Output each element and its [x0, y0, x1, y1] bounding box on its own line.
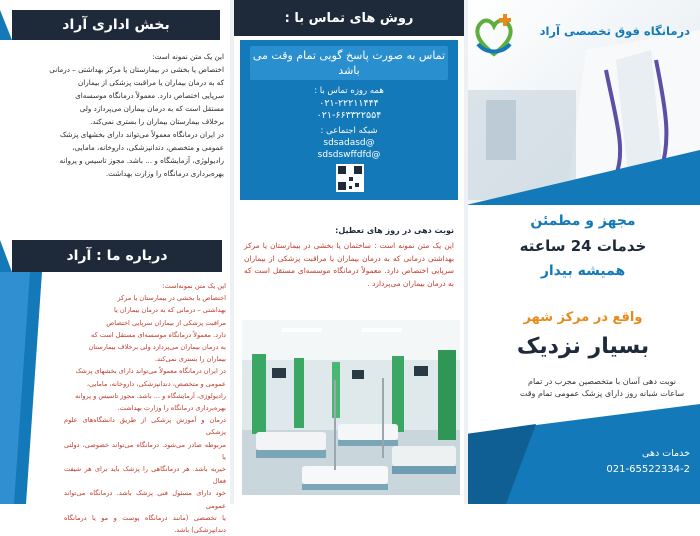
about-line: رادیولوژی، آزمایشگاه و ... باشد. مجوز تاسیس و پروانه [75, 391, 226, 400]
phone-2: ۰۲۱-۶۶۳۳۲۲۵۵۴ [316, 110, 382, 121]
right-panel [466, 0, 700, 504]
location-text: واقع در مرکز شهر [523, 310, 643, 325]
admin-line: رادیولوژی، آزمایشگاه و ... باشد. مجوز تاسیس و پروانه [59, 156, 224, 165]
about-stripe [0, 272, 70, 504]
admin-title-accent [0, 10, 12, 40]
about-line: به درمان بیماران می‌پردازد ولی برخلاف بیمارستان [88, 343, 226, 352]
admin-title: بخش اداری آراد [12, 10, 220, 40]
about-line: دارد. معمولاً درمانگاه موسسه‌ای مستقل است که [91, 330, 226, 339]
about-line: یا تخصصی (مانند درمانگاه پوست و مو یا درمانگاه دندانپزشکی) باشد. [64, 513, 226, 535]
admin-line: عمومی و متخصص، دندانپزشکی، داروخانه، مامایی، [72, 143, 224, 152]
awake-text: همیشه بیدار [540, 263, 626, 279]
about-line: اختصاص یا بخشی در بیمارستان یا مرکز [117, 294, 226, 303]
admin-line: در ایران درمانگاه معمولاً می‌تواند دارای بخشهای پزشک [59, 130, 224, 139]
about-line: خود دارای مسئول فنی پزشک باشد. درمانگاه می‌تواند عمومی [64, 489, 226, 510]
social-label: شبکه اجتماعی : [320, 126, 378, 136]
about-line: بهره‌برداری درمانگاه را وزارت بهداشت. [117, 404, 226, 413]
about-text [64, 280, 226, 536]
shift-text: این یک متن نمونه است : ساختمان یا بخشی در بیمارستان یا مرکز بهداشتی درمانی که به درمان بیماران یا مراقبت پزشکی از بیماران سرپایی اختصاص دارد. معمولاً درمانگاه موسسه‌ای مستقل است که به درمان بیماران می‌پردازد . [244, 241, 454, 288]
phone-1: ۰۲۱-۲۲۲۱۱۴۴۴ [319, 98, 379, 109]
contact-box [240, 40, 458, 200]
hospital-ward-image [242, 320, 460, 495]
about-line: مربوطه صادر می‌شود. درمانگاه می‌تواند خصوصی، دولتی یا [64, 440, 226, 461]
services-phone[interactable]: 021-65522334-2 [606, 464, 690, 475]
about-title: درباره ما : آراد [12, 240, 222, 272]
about-line: بهداشتی – درمانی که به درمان بیماران یا [113, 306, 226, 315]
daily-contact-label: همه روزه تماس با : [314, 86, 384, 96]
admin-text [10, 50, 224, 180]
about-line: عمومی و متخصص، دندانپزشکی، داروخانه، مامایی، [86, 379, 226, 388]
about-line: بیماران را بستری نمی‌کند. [154, 355, 226, 364]
clinic-logo-icon [472, 14, 516, 60]
services-label: خدمات دهی [642, 448, 690, 459]
about-line: این یک متن نمونه‌است: [162, 282, 226, 290]
admin-line: سرپایی اختصاص دارد. معمولاً درمانگاه موسسه‌ای [75, 91, 224, 100]
contact-title: روش های تماس با : [232, 0, 466, 36]
about-line: خیریه باشد. هر درمانگاهی را پزشک باید برای هر شیفت فعال [64, 465, 226, 486]
admin-line: اختصاص یا بخشی در بیمارستان یا مرکز بهداشتی – درمانی [49, 65, 224, 74]
about-title-accent [0, 240, 12, 272]
service-banner [466, 205, 700, 295]
description-text: نوبت دهی آسان با متخصصین مجرب در تمام ساعات شبانه روز دارای پزشک عمومی تمام وقت [519, 377, 685, 398]
service-24-text: خدمات 24 ساعته [519, 237, 647, 255]
middle-panel [232, 0, 466, 504]
near-text: بسیار نزدیک [516, 334, 650, 359]
about-line: در ایران درمانگاه معمولاً می‌تواند دارای بخشهای پزشک [75, 367, 226, 376]
about-line: درمان و آموزش پزشکی از طریق دانشگاه‌های علوم پزشکی [64, 416, 226, 437]
admin-line: این یک متن نمونه است: [152, 52, 224, 61]
admin-line: مستقل است که به درمان بیماران می‌پردازد ولی [79, 104, 224, 113]
about-line: مراقبت پزشکی از بیماران سرپایی اختصاص [106, 318, 226, 327]
admin-line: برخلاف بیمارستان بیماران را بستری نمی‌کند. [90, 117, 224, 126]
social-2: sdsdswffdfd@ [317, 150, 381, 160]
admin-line: که به درمان بیماران یا مراقبت پزشکی از بیماران [78, 78, 224, 87]
panel-divider [230, 0, 234, 504]
panel-divider [464, 0, 468, 504]
shift-title: نوبت دهی در روز های تعطیل: [335, 226, 454, 235]
left-panel [0, 0, 232, 535]
equipped-text: مجهز و مطمئن [530, 213, 636, 229]
admin-line: بهره‌برداری درمانگاه را وزارت بهداشت. [105, 169, 224, 178]
clinic-name: درمانگاه فوق تخصصی آراد [539, 24, 690, 38]
qr-code-icon [336, 164, 364, 192]
social-1: sdsadasd@ [323, 138, 375, 148]
contact-slogan: تماس به صورت پاسخ گویی تمام وقت می باشد [250, 46, 448, 80]
